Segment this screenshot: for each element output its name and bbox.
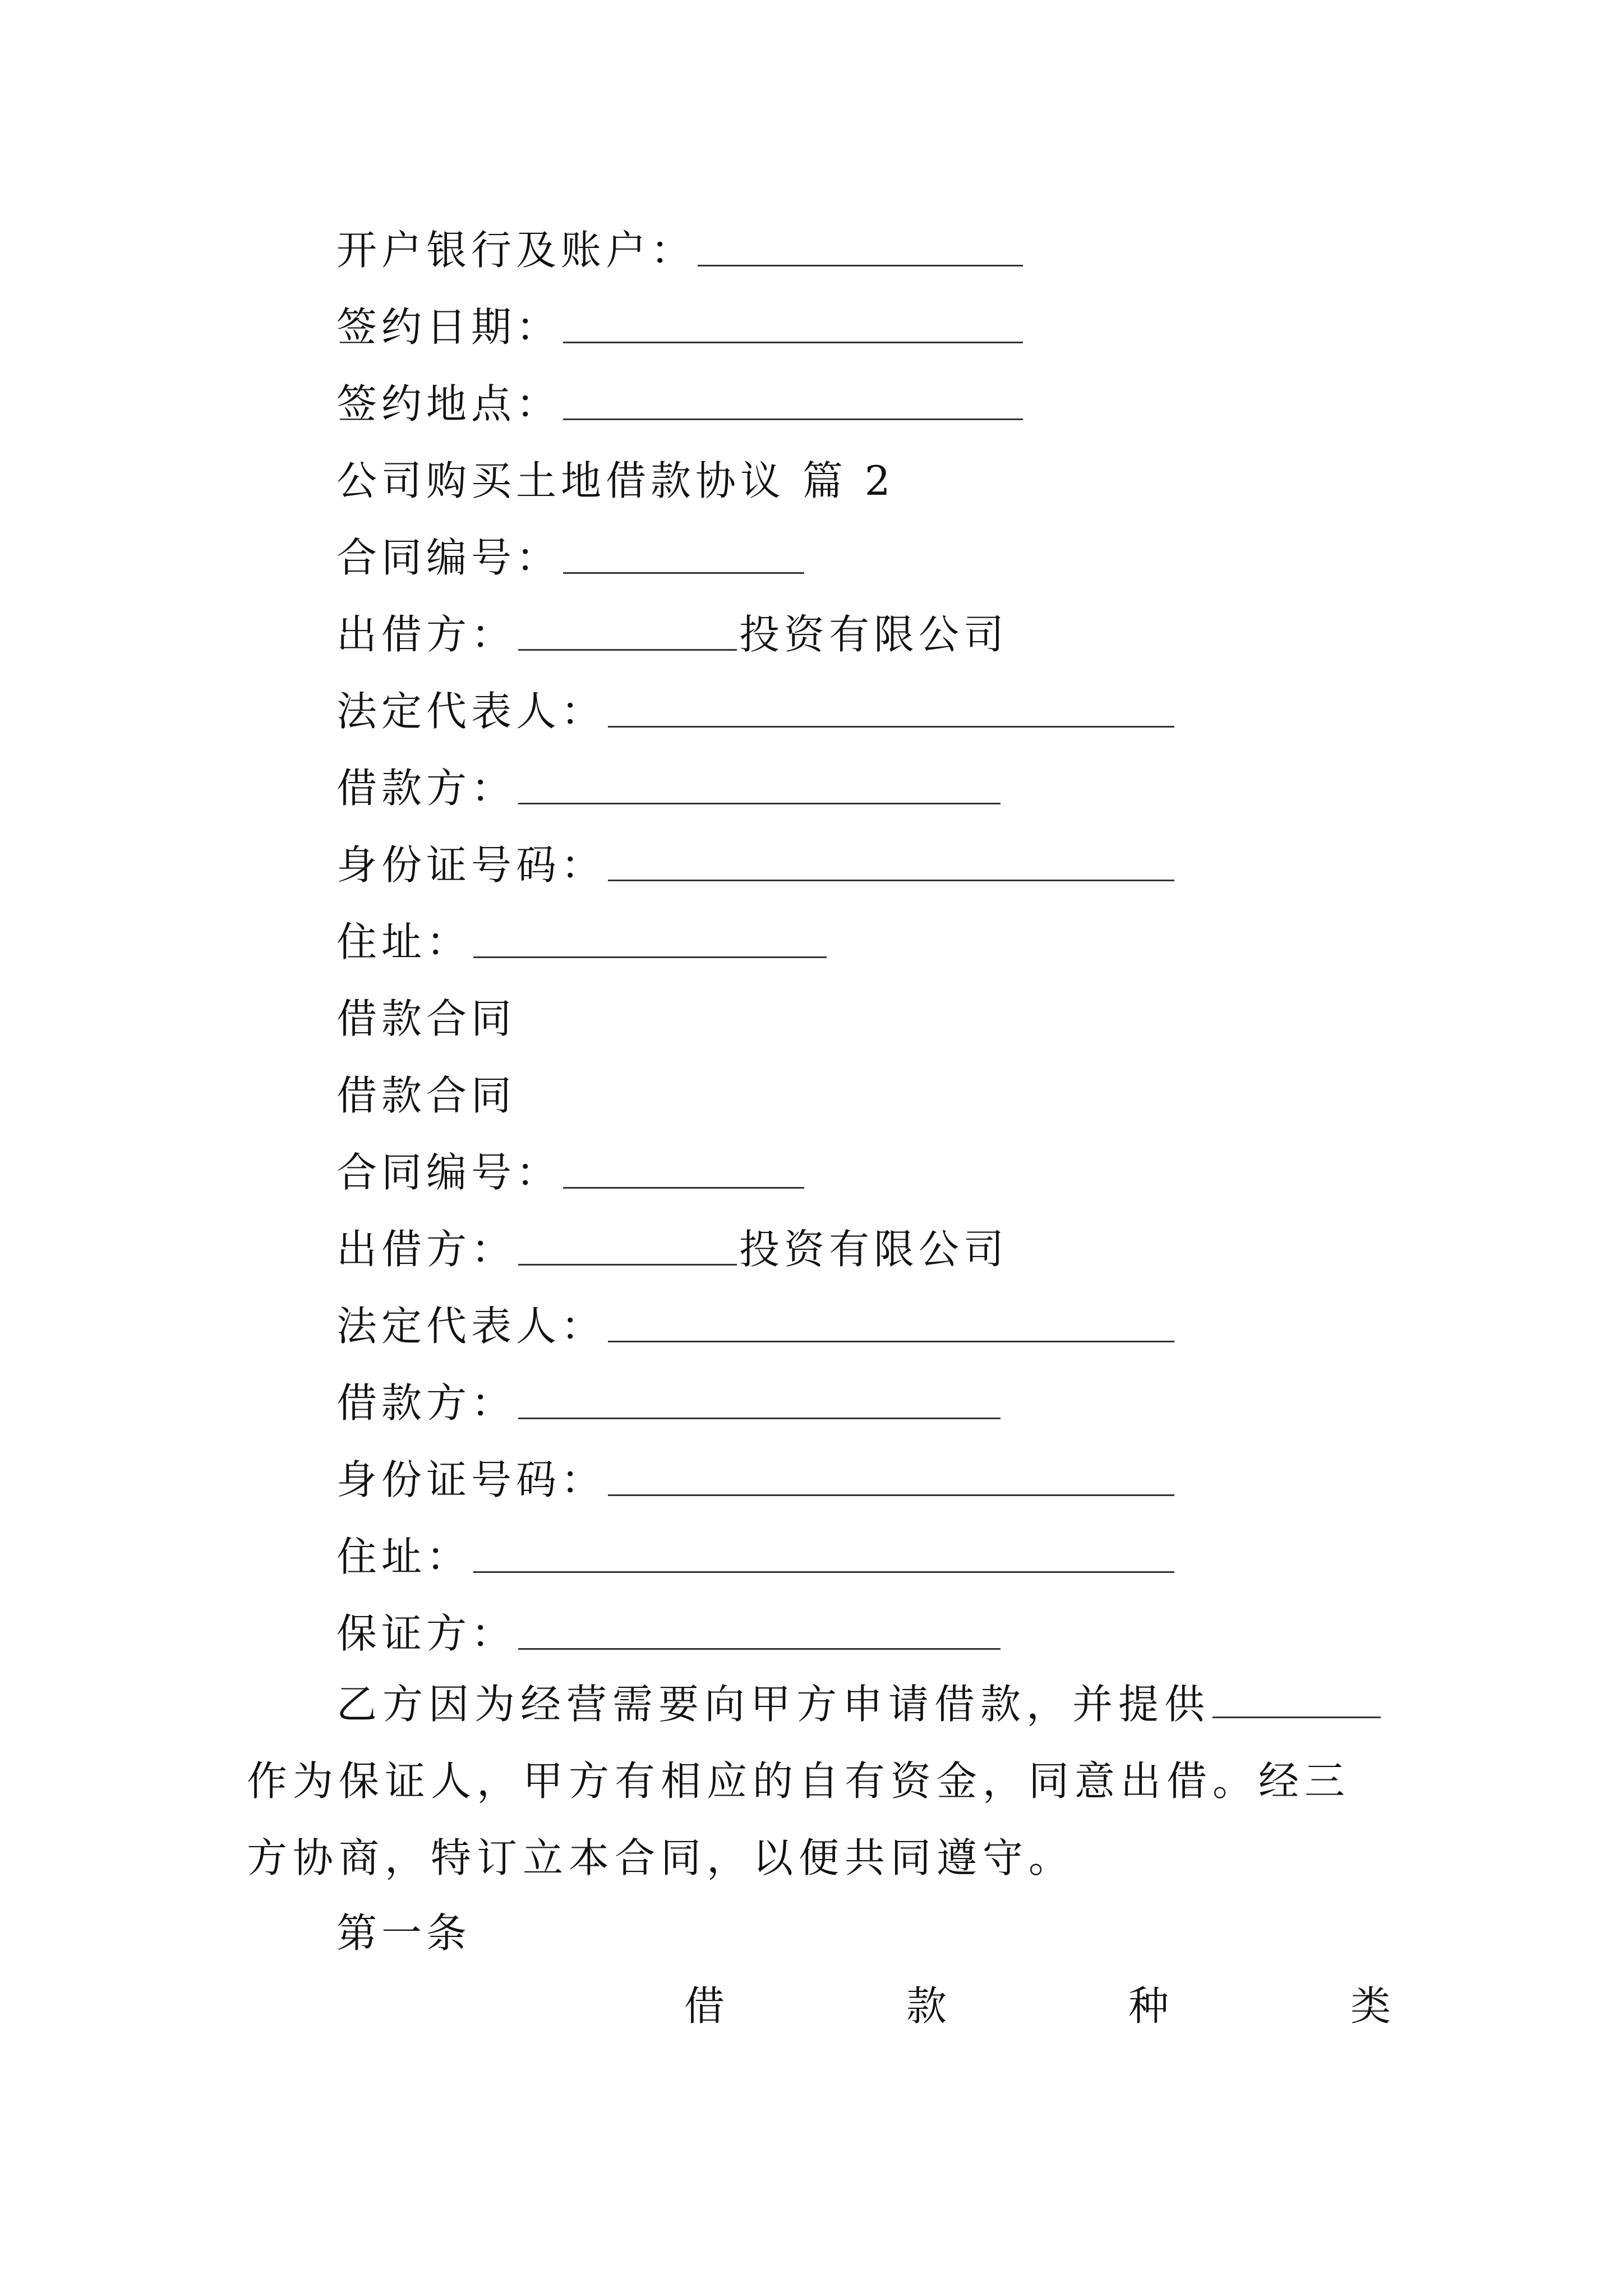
loan-type-char: 款 (906, 1982, 947, 2030)
form-line (336, 1212, 1008, 1280)
fill-in-blank (563, 381, 1023, 420)
form-line (336, 1059, 516, 1126)
form-line-label: 出借方： (336, 1226, 517, 1273)
form-line (336, 367, 1025, 434)
form-line-suffix: 投资有限公司 (739, 611, 1009, 658)
form-line (336, 521, 806, 588)
form-line-label: 借款方： (336, 1379, 517, 1427)
fill-in-blank (608, 1304, 1174, 1342)
form-line (336, 674, 1177, 742)
fill-in-blank (608, 1457, 1174, 1496)
form-line (336, 828, 1177, 895)
form-line (336, 905, 829, 972)
fill-in-blank (698, 228, 1023, 266)
form-line-label: 住址： (336, 918, 472, 965)
loan-type-char: 借 (684, 1982, 725, 2030)
guarantor-blank (1212, 1683, 1381, 1718)
fill-in-blank (473, 1534, 1174, 1573)
paragraph-text-start: 乙方因为经营需要向甲方申请借款，并提供 (336, 1681, 1211, 1728)
fill-in-blank (518, 766, 1000, 804)
fill-in-blank (518, 1381, 1000, 1419)
form-line-label: 法定代表人： (336, 1303, 606, 1350)
form-line (336, 751, 1003, 818)
form-line (336, 213, 1025, 280)
form-line-label: 借款方： (336, 765, 517, 812)
form-line-label: 合同编号： (336, 534, 561, 581)
form-line (336, 1443, 1177, 1510)
fill-in-blank (518, 1611, 1000, 1650)
form-line-suffix: 投资有限公司 (739, 1226, 1009, 1273)
form-line-label: 借款合同 (336, 995, 517, 1042)
form-line-label: 保证方： (336, 1610, 517, 1657)
form-line-label: 法定代表人： (336, 688, 606, 735)
agreement-paragraph (247, 1666, 1391, 1897)
form-line-label: 签约日期： (336, 303, 561, 351)
form-line-label: 签约地点： (336, 380, 561, 427)
form-line-label: 合同编号： (336, 1149, 561, 1196)
paragraph-text-end: 作为保证人，甲方有相应的自有资金，同意出借。经三方协商，特订立本合同，以便共同遵守。 (247, 1757, 1351, 1881)
form-line-label: 开户银行及账户： (336, 227, 696, 274)
fill-in-blank (608, 843, 1174, 881)
form-line-label: 身份证号码： (336, 841, 606, 889)
article-title-text: 第一条 (336, 1910, 472, 1957)
fill-in-blank (563, 305, 1023, 343)
fill-in-blank (518, 1227, 737, 1266)
form-line-label: 出借方： (336, 611, 517, 658)
form-line (336, 1289, 1177, 1356)
form-line (336, 1520, 1177, 1587)
form-line-label: 借款合同 (336, 1072, 517, 1119)
form-line (336, 982, 516, 1049)
loan-type-char: 种 (1128, 1982, 1169, 2030)
form-line-label: 住址： (336, 1533, 472, 1580)
form-line (336, 597, 1008, 665)
fill-in-blank (563, 1150, 804, 1189)
fill-in-blank (518, 612, 737, 651)
loan-type-char: 类 (1350, 1982, 1391, 2030)
loan-type-heading (684, 1973, 1391, 2032)
form-line (336, 444, 895, 511)
form-line (336, 1596, 1003, 1664)
form-line (336, 1135, 806, 1203)
form-line-label: 公司购买土地借款协议 篇 2 (336, 457, 895, 504)
form-line-label: 身份证号码： (336, 1456, 606, 1503)
fill-in-blank (563, 535, 804, 574)
article-title (336, 1896, 471, 1963)
fill-in-blank (473, 919, 827, 958)
form-line (336, 1366, 1003, 1433)
form-line (336, 290, 1025, 357)
fill-in-blank (608, 689, 1174, 728)
